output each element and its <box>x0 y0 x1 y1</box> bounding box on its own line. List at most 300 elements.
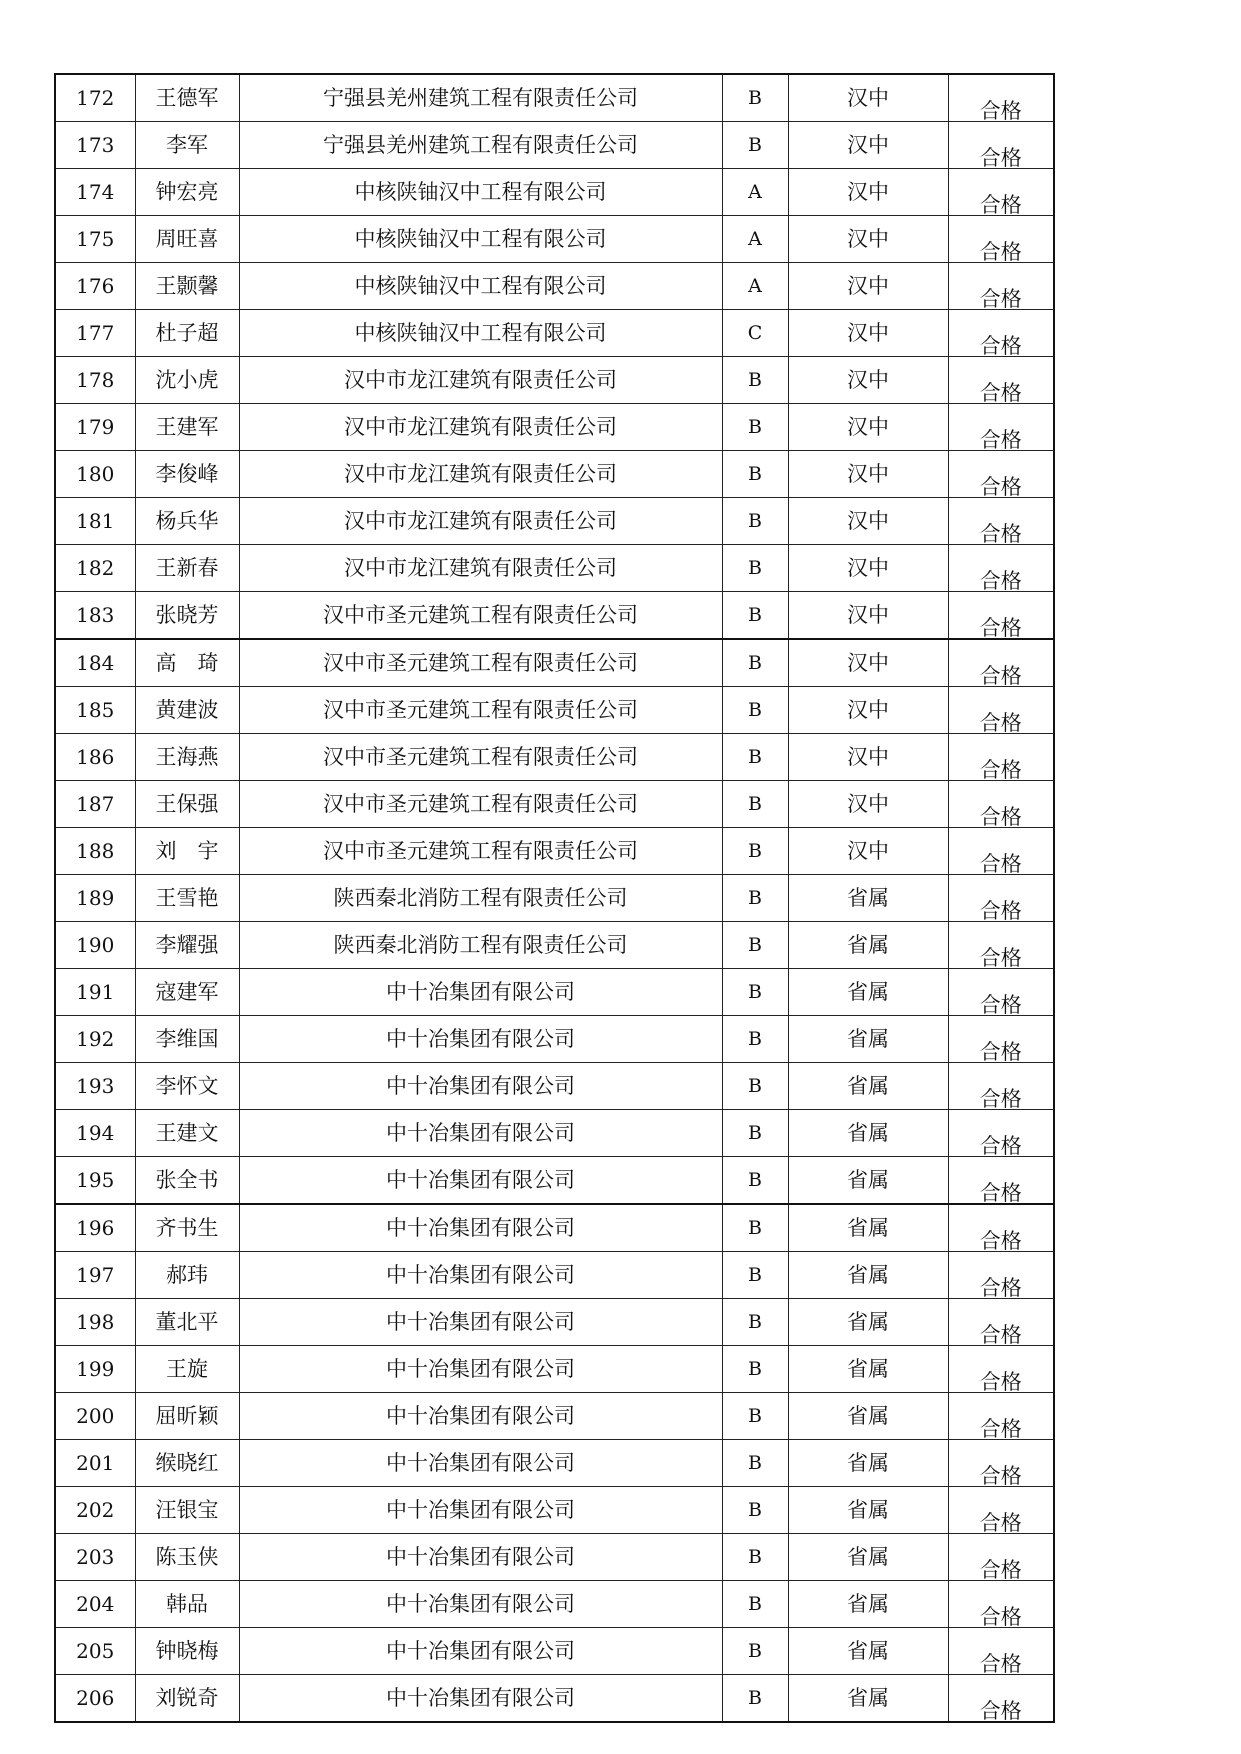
row-number-cell <box>55 216 135 263</box>
region: 省属 <box>847 979 889 1004</box>
result-status-cell <box>948 310 1054 357</box>
table-row <box>55 498 1054 545</box>
person-name-cell <box>135 169 239 216</box>
certificate-grade-cell <box>722 1393 788 1440</box>
certificate-grade-cell <box>722 687 788 734</box>
person-name-cell <box>135 263 239 310</box>
row-number-cell <box>55 1016 135 1063</box>
region-cell <box>788 1299 948 1346</box>
region-cell <box>788 1581 948 1628</box>
result-status: 合格 <box>979 381 1022 404</box>
region: 汉中 <box>847 132 889 157</box>
certificate-grade-cell <box>722 404 788 451</box>
table-row <box>55 1016 1054 1063</box>
person-name-cell <box>135 1016 239 1063</box>
certificate-grade-cell <box>722 122 788 169</box>
certificate-grade-cell <box>722 781 788 828</box>
company-name: 汉中市圣元建筑工程有限责任公司 <box>323 744 638 769</box>
company-name: 宁强县羌州建筑工程有限责任公司 <box>323 132 638 157</box>
table-row <box>55 922 1054 969</box>
result-status: 合格 <box>979 569 1022 592</box>
result-status: 合格 <box>979 1370 1022 1393</box>
company-name-cell <box>239 1628 722 1675</box>
row-number-cell <box>55 1204 135 1252</box>
certificate-grade-cell <box>722 1675 788 1723</box>
certificate-grade: B <box>748 1168 762 1191</box>
company-name: 汉中市圣元建筑工程有限责任公司 <box>323 838 638 863</box>
result-status: 合格 <box>979 1181 1022 1204</box>
result-status: 合格 <box>979 1040 1022 1063</box>
certificate-grade-cell <box>722 216 788 263</box>
company-name-cell <box>239 1204 722 1252</box>
company-name: 陕西秦北消防工程有限责任公司 <box>333 885 628 910</box>
result-status-cell <box>948 1534 1054 1581</box>
company-name: 中十冶集团有限公司 <box>386 1544 575 1569</box>
person-name: 沈小虎 <box>155 367 219 392</box>
person-name: 王雪艳 <box>155 885 219 910</box>
company-name: 中十冶集团有限公司 <box>386 1215 575 1240</box>
row-number: 206 <box>76 1686 115 1710</box>
company-name-cell <box>239 1675 722 1723</box>
company-name-cell <box>239 122 722 169</box>
region: 省属 <box>847 1685 889 1710</box>
result-status: 合格 <box>979 1134 1022 1157</box>
region-cell <box>788 1110 948 1157</box>
company-name: 中十冶集团有限公司 <box>386 1120 575 1145</box>
certificate-grade: B <box>748 1310 762 1333</box>
company-name: 中十冶集团有限公司 <box>386 979 575 1004</box>
region-cell <box>788 1346 948 1393</box>
row-number-cell <box>55 357 135 404</box>
person-name-cell <box>135 1299 239 1346</box>
region: 汉中 <box>847 226 889 251</box>
row-number: 198 <box>76 1310 115 1334</box>
company-name-cell <box>239 1252 722 1299</box>
result-status-cell <box>948 1063 1054 1110</box>
table-row <box>55 169 1054 216</box>
result-status: 合格 <box>979 193 1022 216</box>
row-number-cell <box>55 1487 135 1534</box>
result-status: 合格 <box>979 1229 1022 1252</box>
company-name: 中核陕铀汉中工程有限公司 <box>354 179 607 204</box>
result-status: 合格 <box>979 522 1022 545</box>
company-name: 汉中市龙江建筑有限责任公司 <box>344 508 617 533</box>
table-row <box>55 1346 1054 1393</box>
person-name: 董北平 <box>155 1309 219 1334</box>
certificate-grade: B <box>748 651 762 674</box>
region-cell <box>788 1534 948 1581</box>
region: 汉中 <box>847 179 889 204</box>
certificate-grade: B <box>748 933 762 956</box>
row-number: 186 <box>76 745 115 769</box>
roster-body <box>55 74 1054 1722</box>
table-row <box>55 1252 1054 1299</box>
row-number: 185 <box>76 698 115 722</box>
certificate-grade-cell <box>722 969 788 1016</box>
company-name-cell <box>239 922 722 969</box>
person-name: 刘锐奇 <box>155 1685 219 1710</box>
row-number-cell <box>55 1534 135 1581</box>
person-name-cell <box>135 1581 239 1628</box>
person-name: 刘 宇 <box>155 838 219 863</box>
row-number: 205 <box>76 1639 115 1663</box>
certificate-grade-cell <box>722 1628 788 1675</box>
result-status-cell <box>948 828 1054 875</box>
person-name-cell <box>135 639 239 687</box>
row-number-cell <box>55 687 135 734</box>
person-name-cell <box>135 498 239 545</box>
certificate-grade: B <box>748 980 762 1003</box>
company-name: 中十冶集团有限公司 <box>386 1685 575 1710</box>
row-number-cell <box>55 1440 135 1487</box>
result-status-cell <box>948 875 1054 922</box>
region-cell <box>788 404 948 451</box>
certificate-grade: B <box>748 133 762 156</box>
row-number-cell <box>55 875 135 922</box>
person-name-cell <box>135 545 239 592</box>
row-number-cell <box>55 734 135 781</box>
company-name-cell <box>239 169 722 216</box>
person-name-cell <box>135 922 239 969</box>
certificate-grade-cell <box>722 169 788 216</box>
person-name: 王海燕 <box>155 744 219 769</box>
person-name-cell <box>135 1252 239 1299</box>
certificate-grade-cell <box>722 1204 788 1252</box>
result-status-cell <box>948 1440 1054 1487</box>
row-number: 181 <box>76 509 115 533</box>
row-number-cell <box>55 1157 135 1205</box>
row-number: 201 <box>76 1451 115 1475</box>
row-number: 176 <box>76 274 115 298</box>
certificate-grade-cell <box>722 451 788 498</box>
company-name-cell <box>239 1440 722 1487</box>
region-cell <box>788 592 948 640</box>
person-name-cell <box>135 310 239 357</box>
table-row <box>55 1581 1054 1628</box>
certificate-grade: B <box>748 415 762 438</box>
region: 省属 <box>847 1215 889 1240</box>
certificate-grade: B <box>748 603 762 626</box>
table-row <box>55 592 1054 640</box>
certificate-grade: B <box>748 698 762 721</box>
row-number-cell <box>55 828 135 875</box>
region-cell <box>788 639 948 687</box>
region-cell <box>788 310 948 357</box>
result-status: 合格 <box>979 711 1022 734</box>
row-number: 184 <box>76 651 115 675</box>
certificate-grade-cell <box>722 1110 788 1157</box>
result-status: 合格 <box>979 1087 1022 1110</box>
result-status-cell <box>948 1016 1054 1063</box>
certificate-grade: B <box>748 1592 762 1615</box>
region: 汉中 <box>847 697 889 722</box>
result-status: 合格 <box>979 287 1022 310</box>
certificate-grade: B <box>748 1639 762 1662</box>
person-name-cell <box>135 74 239 122</box>
table-row <box>55 1487 1054 1534</box>
region: 汉中 <box>847 838 889 863</box>
person-name-cell <box>135 1487 239 1534</box>
person-name-cell <box>135 357 239 404</box>
result-status-cell <box>948 592 1054 640</box>
result-status: 合格 <box>979 1699 1022 1722</box>
person-name-cell <box>135 1157 239 1205</box>
table-row <box>55 1628 1054 1675</box>
result-status: 合格 <box>979 1558 1022 1581</box>
region: 省属 <box>847 1544 889 1569</box>
certificate-grade-cell <box>722 875 788 922</box>
result-status: 合格 <box>979 852 1022 875</box>
certificate-grade: B <box>748 1357 762 1380</box>
region-cell <box>788 216 948 263</box>
person-name-cell <box>135 1628 239 1675</box>
table-row <box>55 828 1054 875</box>
region: 汉中 <box>847 555 889 580</box>
result-status: 合格 <box>979 1323 1022 1346</box>
region: 省属 <box>847 1356 889 1381</box>
company-name-cell <box>239 734 722 781</box>
person-name-cell <box>135 875 239 922</box>
region: 省属 <box>847 1073 889 1098</box>
result-status: 合格 <box>979 1511 1022 1534</box>
row-number: 202 <box>76 1498 115 1522</box>
certificate-grade: B <box>748 509 762 532</box>
table-row <box>55 875 1054 922</box>
company-name-cell <box>239 1534 722 1581</box>
company-name: 汉中市圣元建筑工程有限责任公司 <box>323 650 638 675</box>
certificate-grade: B <box>748 462 762 485</box>
company-name-cell <box>239 216 722 263</box>
region-cell <box>788 1157 948 1205</box>
table-row <box>55 1157 1054 1205</box>
result-status-cell <box>948 451 1054 498</box>
company-name-cell <box>239 1581 722 1628</box>
company-name: 中核陕铀汉中工程有限公司 <box>354 273 607 298</box>
table-row <box>55 310 1054 357</box>
person-name: 屈昕颖 <box>155 1403 219 1428</box>
result-status-cell <box>948 1675 1054 1723</box>
result-status-cell <box>948 1110 1054 1157</box>
region: 省属 <box>847 1120 889 1145</box>
region-cell <box>788 1487 948 1534</box>
table-row <box>55 216 1054 263</box>
table-row <box>55 404 1054 451</box>
row-number-cell <box>55 451 135 498</box>
certificate-grade-cell <box>722 1157 788 1205</box>
certificate-grade: B <box>748 1498 762 1521</box>
result-status-cell <box>948 1393 1054 1440</box>
table-row <box>55 1299 1054 1346</box>
row-number: 196 <box>76 1216 115 1240</box>
result-status-cell <box>948 1157 1054 1205</box>
region: 省属 <box>847 1497 889 1522</box>
company-name: 中十冶集团有限公司 <box>386 1167 575 1192</box>
person-name: 齐书生 <box>155 1215 219 1240</box>
region-cell <box>788 1675 948 1723</box>
row-number: 180 <box>76 462 115 486</box>
region: 汉中 <box>847 602 889 627</box>
region-cell <box>788 922 948 969</box>
table-row <box>55 734 1054 781</box>
row-number: 199 <box>76 1357 115 1381</box>
result-status-cell <box>948 545 1054 592</box>
region: 汉中 <box>847 744 889 769</box>
person-name: 李俊峰 <box>155 461 219 486</box>
person-name: 杨兵华 <box>155 508 219 533</box>
region: 省属 <box>847 1026 889 1051</box>
result-status: 合格 <box>979 664 1022 687</box>
certificate-grade: A <box>748 274 762 297</box>
region-cell <box>788 545 948 592</box>
person-name: 寇建军 <box>155 979 219 1004</box>
person-name: 王建文 <box>155 1120 219 1145</box>
certificate-grade-cell <box>722 498 788 545</box>
row-number: 200 <box>76 1404 115 1428</box>
table-row <box>55 545 1054 592</box>
row-number: 194 <box>76 1121 115 1145</box>
result-status-cell <box>948 1346 1054 1393</box>
person-name-cell <box>135 1675 239 1723</box>
row-number-cell <box>55 263 135 310</box>
certificate-grade: C <box>747 321 763 344</box>
person-name-cell <box>135 1393 239 1440</box>
row-number-cell <box>55 922 135 969</box>
company-name: 中十冶集团有限公司 <box>386 1450 575 1475</box>
person-name-cell <box>135 734 239 781</box>
roster-table <box>54 73 1055 1723</box>
company-name-cell <box>239 687 722 734</box>
region: 汉中 <box>847 650 889 675</box>
certificate-grade: B <box>748 368 762 391</box>
person-name-cell <box>135 687 239 734</box>
row-number: 175 <box>76 227 115 251</box>
certificate-grade: B <box>748 1451 762 1474</box>
person-name-cell <box>135 1204 239 1252</box>
result-status-cell <box>948 1299 1054 1346</box>
region-cell <box>788 1440 948 1487</box>
region-cell <box>788 1063 948 1110</box>
table-row <box>55 687 1054 734</box>
result-status: 合格 <box>979 805 1022 828</box>
region-cell <box>788 498 948 545</box>
table-row <box>55 781 1054 828</box>
person-name: 王新春 <box>155 555 219 580</box>
row-number: 204 <box>76 1592 115 1616</box>
company-name: 汉中市龙江建筑有限责任公司 <box>344 555 617 580</box>
certificate-grade-cell <box>722 545 788 592</box>
result-status: 合格 <box>979 475 1022 498</box>
certificate-grade-cell <box>722 310 788 357</box>
person-name: 李怀文 <box>155 1073 219 1098</box>
result-status-cell <box>948 969 1054 1016</box>
row-number: 188 <box>76 839 115 863</box>
region-cell <box>788 734 948 781</box>
company-name: 陕西秦北消防工程有限责任公司 <box>333 932 628 957</box>
result-status: 合格 <box>979 758 1022 781</box>
row-number-cell <box>55 1393 135 1440</box>
certificate-grade: A <box>748 180 762 203</box>
person-name-cell <box>135 1534 239 1581</box>
certificate-grade: B <box>748 839 762 862</box>
row-number-cell <box>55 1675 135 1723</box>
person-name: 王保强 <box>155 791 219 816</box>
result-status: 合格 <box>979 428 1022 451</box>
certificate-grade: B <box>748 745 762 768</box>
result-status: 合格 <box>979 1417 1022 1440</box>
person-name-cell <box>135 969 239 1016</box>
region: 省属 <box>847 1403 889 1428</box>
row-number: 195 <box>76 1168 115 1192</box>
certificate-grade-cell <box>722 922 788 969</box>
person-name: 张晓芳 <box>155 602 219 627</box>
company-name-cell <box>239 639 722 687</box>
region-cell <box>788 1252 948 1299</box>
person-name-cell <box>135 592 239 640</box>
certificate-grade: B <box>748 886 762 909</box>
company-name: 汉中市圣元建筑工程有限责任公司 <box>323 791 638 816</box>
region-cell <box>788 74 948 122</box>
company-name-cell <box>239 875 722 922</box>
certificate-grade: B <box>748 1686 762 1709</box>
region-cell <box>788 263 948 310</box>
certificate-grade-cell <box>722 74 788 122</box>
certificate-grade-cell <box>722 1534 788 1581</box>
row-number-cell <box>55 1581 135 1628</box>
certificate-grade: B <box>748 792 762 815</box>
certificate-grade: B <box>748 556 762 579</box>
person-name: 李耀强 <box>155 932 219 957</box>
result-status: 合格 <box>979 616 1022 639</box>
result-status: 合格 <box>979 240 1022 263</box>
person-name-cell <box>135 828 239 875</box>
region: 省属 <box>847 932 889 957</box>
person-name: 高 琦 <box>155 650 219 675</box>
region: 汉中 <box>847 273 889 298</box>
company-name-cell <box>239 592 722 640</box>
certificate-grade-cell <box>722 1581 788 1628</box>
person-name-cell <box>135 1063 239 1110</box>
company-name: 宁强县羌州建筑工程有限责任公司 <box>323 85 638 110</box>
company-name: 中十冶集团有限公司 <box>386 1497 575 1522</box>
company-name: 中十冶集团有限公司 <box>386 1026 575 1051</box>
company-name-cell <box>239 1110 722 1157</box>
region: 汉中 <box>847 320 889 345</box>
table-row <box>55 1110 1054 1157</box>
company-name: 中十冶集团有限公司 <box>386 1638 575 1663</box>
region: 汉中 <box>847 85 889 110</box>
result-status-cell <box>948 263 1054 310</box>
company-name: 中核陕铀汉中工程有限公司 <box>354 226 607 251</box>
result-status: 合格 <box>979 334 1022 357</box>
region-cell <box>788 781 948 828</box>
row-number: 179 <box>76 415 115 439</box>
person-name: 王建军 <box>155 414 219 439</box>
certificate-grade-cell <box>722 734 788 781</box>
person-name: 杜子超 <box>155 320 219 345</box>
result-status-cell <box>948 734 1054 781</box>
company-name-cell <box>239 1346 722 1393</box>
row-number-cell <box>55 74 135 122</box>
row-number: 174 <box>76 180 115 204</box>
table-row <box>55 1204 1054 1252</box>
certificate-grade: B <box>748 1216 762 1239</box>
person-name: 缑晓红 <box>155 1450 219 1475</box>
row-number-cell <box>55 122 135 169</box>
company-name-cell <box>239 1393 722 1440</box>
company-name: 中核陕铀汉中工程有限公司 <box>354 320 607 345</box>
person-name-cell <box>135 216 239 263</box>
company-name: 汉中市龙江建筑有限责任公司 <box>344 367 617 392</box>
